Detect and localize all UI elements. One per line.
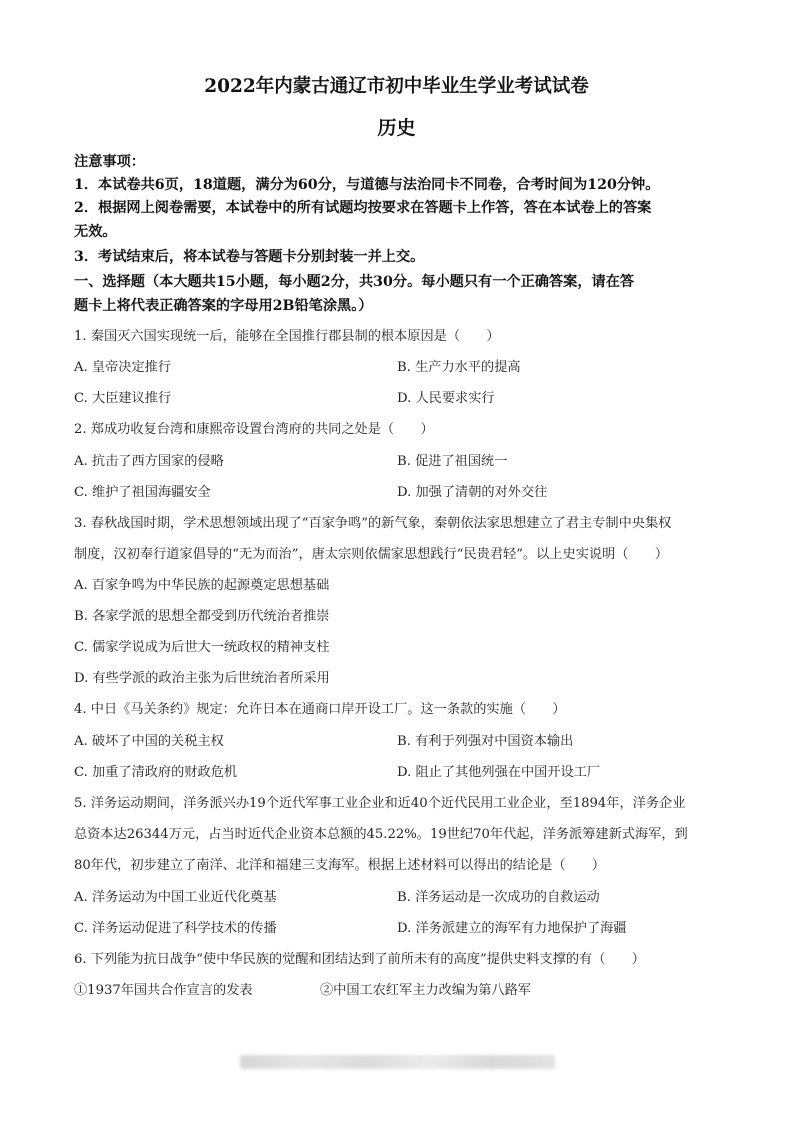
question-4-option-c: C. 加重了清政府的财政危机 [74,765,238,780]
question-2-option-b: B. 促进了祖国统一 [397,454,508,469]
question-5-option-d: D. 洋务派建立的海军有力地保护了海疆 [397,921,627,936]
question-4-option-a: A. 破坏了中国的关税主权 [74,734,224,749]
question-3-stem-line-1: 3. 春秋战国时期，学术思想领域出现了“百家争鸣”的新气象，秦朝依法家思想建立了君主专制中央集权 [74,516,672,531]
note-1: 1．本试卷共6页，18道题，满分为60分，与道德与法治同卡不同卷，合考时间为120分钟。 [74,177,660,193]
question-5-stem-line-1: 5. 洋务运动期间，洋务派兴办19个近代军事工业企业和近40个近代民用工业企业，至1894年，洋务企业 [74,796,686,811]
question-3-option-d: D. 有些学派的政治主张为后世统治者所采用 [74,671,330,686]
question-5-stem-line-2: 总资本达26344万元，占当时近代企业资本总额的45.22%。19世纪70年代起，洋务派筹建新式海军，到 [74,827,688,842]
question-5-option-c: C. 洋务运动促进了科学技术的传播 [74,921,277,936]
question-3-option-a: A. 百家争鸣为中华民族的起源奠定思想基础 [74,578,330,593]
question-4-stem: 4. 中日《马关条约》规定：允许日本在通商口岸开设工厂。这一条款的实施（ ） [74,702,566,717]
question-1-option-a: A. 皇帝决定推行 [74,360,172,375]
question-5-stem-line-3: 80年代，初步建立了南洋、北洋和福建三支海军。根据上述材料可以得出的结论是（ ） [74,858,606,873]
subject-title: 历史 [377,117,416,139]
question-5-option-a: A. 洋务运动为中国工业近代化奠基 [74,890,277,905]
question-5-option-b: B. 洋务运动是一次成功的自救运动 [397,890,600,905]
question-2-option-d: D. 加强了清朝的对外交往 [397,485,548,500]
question-4-option-d: D. 阻止了其他列强在中国开设工厂 [397,765,601,780]
question-3-stem-line-2: 制度，汉初奉行道家倡导的“无为而治”，唐太宗则依儒家思想践行“民贵君轻”。以上史实说明（ ） [74,547,669,562]
question-2-option-c: C. 维护了祖国海疆安全 [74,485,211,500]
question-6-stem: 6. 下列能为抗日战争“使中华民族的觉醒和团结达到了前所未有的高度”提供史料支撑的有（ ） [74,952,645,967]
question-2-option-a: A. 抗击了西方国家的侵略 [74,454,224,469]
question-6-item-1: ①1937年国共合作宣言的发表 [74,983,253,998]
question-4-option-b: B. 有利于列强对中国资本输出 [397,734,574,749]
question-1-option-d: D. 人民要求实行 [397,391,495,406]
note-3: 3．考试结束后，将本试卷与答题卡分别封装一并上交。 [74,249,425,265]
question-1-stem: 1. 秦国灭六国实现统一后，能够在全国推行郡县制的根本原因是（ ） [74,329,500,344]
question-3-option-b: B. 各家学派的思想全都受到历代统治者推崇 [74,609,330,624]
note-2-line-2: 无效。 [74,224,117,240]
section-heading-line-1: 一、选择题（本大题共15小题，每小题2分，共30分。每小题只有一个正确答案，请在答 [74,274,635,290]
question-1-option-c: C. 大臣建议推行 [74,391,172,406]
note-2-line-1: 2．根据网上阅卷需要，本试卷中的所有试题均按要求在答题卡上作答，答在本试卷上的答案 [74,200,652,216]
exam-title: 2022年内蒙古通辽市初中毕业生学业考试试卷 [204,76,589,97]
question-3-option-c: C. 儒家学说成为后世大一统政权的精神支柱 [74,640,330,655]
notes-heading: 注意事项： [74,154,145,170]
section-heading-line-2: 题卡上将代表正确答案的字母用2B铅笔涂黑。） [74,298,373,314]
question-1-option-b: B. 生产力水平的提高 [397,360,521,375]
question-2-stem: 2. 郑成功收复台湾和康熙帝设置台湾府的共同之处是（ ） [74,422,434,437]
question-6-item-2: ②中国工农红军主力改编为第八路军 [320,983,531,998]
blurred-footer-watermark [240,1055,555,1069]
